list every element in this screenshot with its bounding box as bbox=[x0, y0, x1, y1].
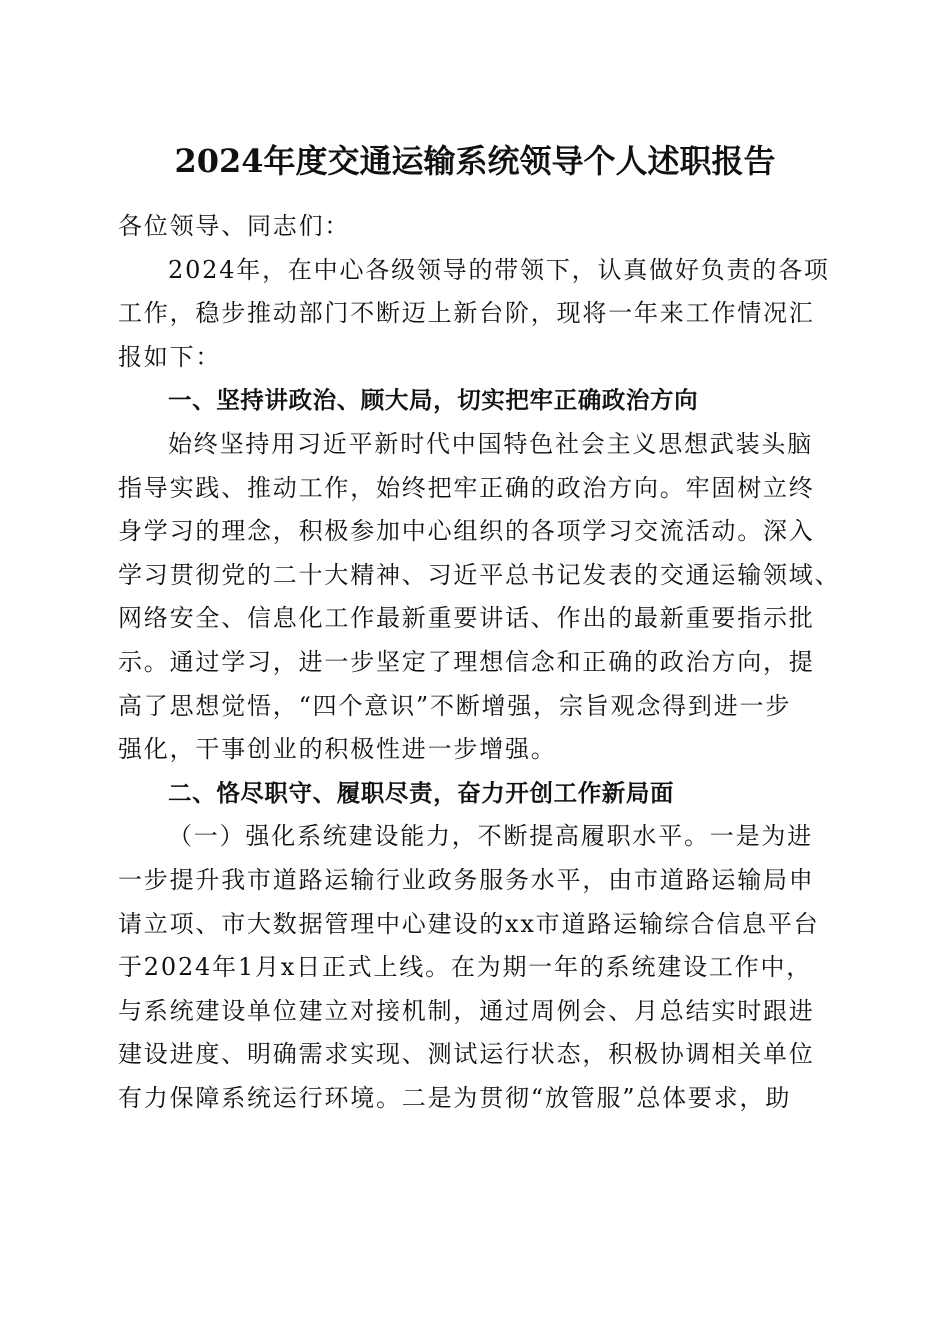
document-body bbox=[118, 205, 841, 1120]
paragraph-line: 示。通过学习，进一步坚定了理想信念和正确的政治方向，提 bbox=[118, 647, 815, 676]
section-heading: 二、恪尽职守、履职尽责，奋力开创工作新局面 bbox=[168, 778, 675, 807]
paragraph-line: 身学习的理念，积极参加中心组织的各项学习交流活动。深入 bbox=[118, 517, 815, 546]
paragraph-line: 2024年，在中心各级领导的带领下，认真做好负责的各项 bbox=[168, 255, 830, 284]
paragraph-line: 指导实践、推动工作，始终把牢正确的政治方向。牢固树立终 bbox=[118, 473, 815, 502]
paragraph-line: 始终坚持用习近平新时代中国特色社会主义思想武装头脑 bbox=[168, 429, 813, 458]
paragraph-line: 网络安全、信息化工作最新重要讲话、作出的最新重要指示批 bbox=[118, 604, 815, 633]
paragraph-line: 高了思想觉悟，“四个意识”不断增强，宗旨观念得到进一步 bbox=[118, 691, 792, 720]
paragraph-line: 与系统建设单位建立对接机制，通过周例会、月总结实时跟进 bbox=[118, 996, 815, 1025]
paragraph-line: 请立项、市大数据管理中心建设的xx市道路运输综合信息平台 bbox=[118, 909, 820, 938]
paragraph-line: 各位领导、同志们： bbox=[118, 212, 351, 240]
paragraph-line: 于2024年1月x日正式上线。在为期一年的系统建设工作中， bbox=[118, 953, 813, 982]
paragraph-line: 强化，干事创业的积极性进一步增强。 bbox=[118, 735, 557, 764]
paragraph-line: 一步提升我市道路运输行业政务服务水平，由市道路运输局申 bbox=[118, 865, 815, 894]
paragraph-line: 学习贯彻党的二十大精神、习近平总书记发表的交通运输领域、 bbox=[118, 560, 841, 589]
document-title: 2024年度交通运输系统领导个人述职报告 bbox=[174, 142, 776, 180]
paragraph-line: 报如下： bbox=[118, 342, 222, 371]
paragraph-line: 有力保障系统运行环境。二是为贯彻“放管服”总体要求，助 bbox=[118, 1083, 792, 1112]
paragraph-line: 建设进度、明确需求实现、测试运行状态，积极协调相关单位 bbox=[118, 1040, 815, 1069]
paragraph-line: 工作，稳步推动部门不断迈上新台阶，现将一年来工作情况汇 bbox=[118, 299, 815, 328]
section-heading: 一、坚持讲政治、顾大局，切实把牢正确政治方向 bbox=[168, 386, 699, 415]
paragraph-line: （一）强化系统建设能力，不断提高履职水平。一是为进 bbox=[168, 822, 813, 851]
